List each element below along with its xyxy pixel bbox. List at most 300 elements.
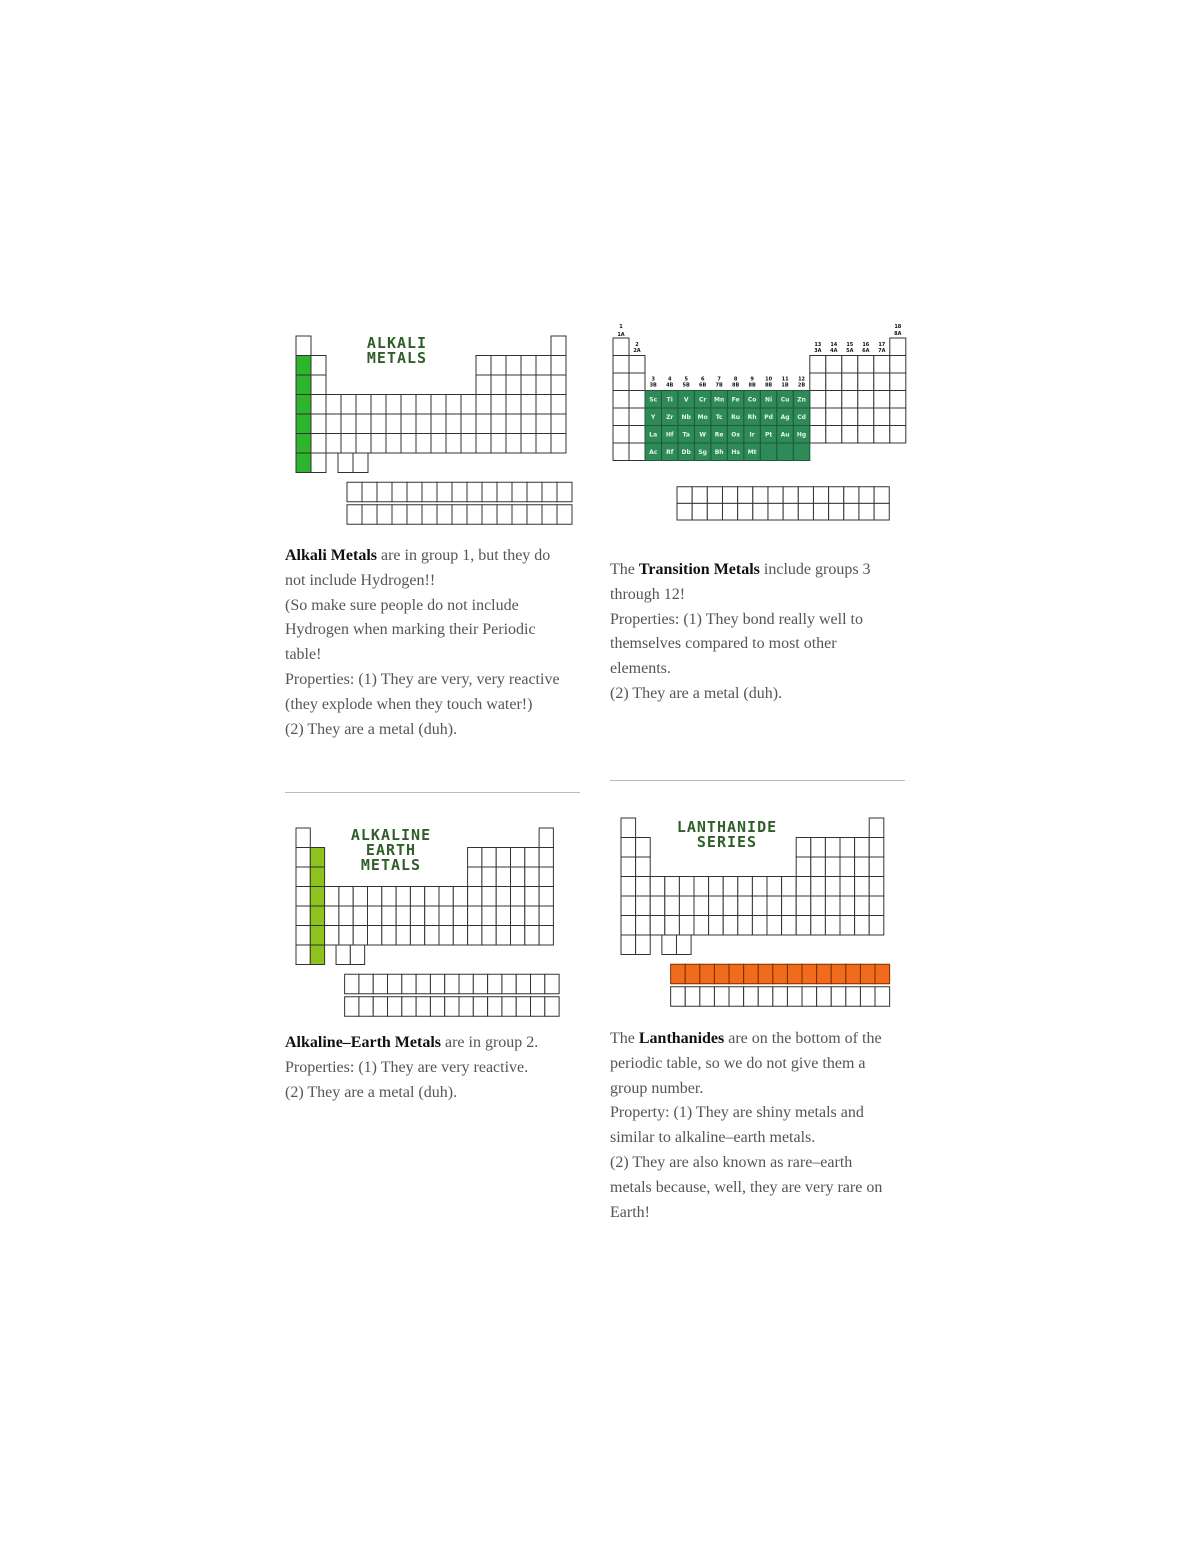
lanthanide-row-cell [430, 974, 444, 994]
element-cell [551, 375, 566, 395]
element-symbol: Ir [749, 431, 755, 439]
group-label: 16 [862, 342, 870, 348]
description-line: Hydrogen when marking their Periodic [285, 621, 536, 639]
group-label: 8B [764, 382, 773, 389]
element-cell [842, 356, 858, 374]
actinide-row-cell [744, 987, 759, 1007]
f-block-cell [738, 487, 753, 504]
description-line: periodic table, so we do not give them a [610, 1054, 866, 1072]
group-label: 3 [651, 376, 655, 383]
element-cell [662, 935, 677, 955]
actinide-row-cell [773, 987, 788, 1007]
group-label: 14 [830, 342, 838, 348]
lanthanide-row-cell [362, 482, 377, 502]
element-cell [536, 395, 551, 415]
group-label: 1A [617, 332, 625, 338]
element-cell [386, 434, 401, 454]
actinide-row-cell [875, 987, 890, 1007]
element-cell [890, 391, 906, 409]
element-cell [858, 356, 874, 374]
element-cell [311, 414, 326, 434]
lanthanide-row-cell [531, 974, 545, 994]
element-cell [869, 838, 884, 858]
description-line: Properties: (1) They are very reactive. [285, 1058, 529, 1076]
transition-periodic-table [610, 322, 910, 512]
lanthanide-cell [860, 964, 875, 984]
lanthanide-cell [875, 964, 890, 984]
element-symbol: V [683, 396, 689, 404]
element-cell [339, 926, 353, 946]
element-cell [796, 896, 811, 916]
element-cell [311, 395, 326, 415]
element-symbol: Rh [747, 413, 757, 421]
transition-cell [760, 443, 776, 461]
element-cell [496, 906, 510, 926]
group-label: 8A [894, 331, 902, 337]
element-cell [539, 887, 553, 907]
element-symbol: W [699, 431, 706, 439]
element-cell [810, 391, 826, 409]
actinide-row-cell [527, 505, 542, 525]
element-cell [709, 877, 724, 897]
alkaline-earth-cell [310, 887, 324, 907]
element-symbol: La [649, 431, 658, 439]
element-cell [382, 906, 396, 926]
element-symbol: Os [731, 431, 740, 439]
lanthanide-row-cell [502, 974, 516, 994]
group-label: 4B [666, 382, 674, 389]
element-cell [425, 906, 439, 926]
element-cell [855, 857, 870, 877]
element-cell [416, 414, 431, 434]
element-cell [396, 906, 410, 926]
element-cell [869, 818, 884, 838]
element-cell [506, 434, 521, 454]
element-cell [869, 857, 884, 877]
element-cell [368, 906, 382, 926]
lanthanide-cell [671, 964, 686, 984]
group-label: 5A [846, 348, 854, 354]
element-cell [551, 336, 566, 356]
group-label: 8B [748, 382, 756, 389]
element-cell [453, 906, 467, 926]
element-cell [536, 414, 551, 434]
element-cell [536, 434, 551, 454]
element-cell [855, 877, 870, 897]
element-cell [621, 896, 636, 916]
lanthanide-row-cell [345, 974, 359, 994]
element-cell [890, 426, 906, 444]
element-cell [525, 867, 539, 887]
element-cell [858, 391, 874, 409]
actinide-row-cell [860, 987, 875, 1007]
f-block-cell [692, 503, 707, 520]
element-cell [621, 818, 636, 838]
badge-label: ALKALI [366, 334, 428, 352]
element-cell [431, 434, 446, 454]
element-cell [339, 906, 353, 926]
alkali-cell [296, 453, 311, 473]
lanthanide-row-cell [482, 482, 497, 502]
lanthanide-cell [700, 964, 715, 984]
element-cell [723, 877, 738, 897]
element-cell [416, 434, 431, 454]
element-cell [858, 373, 874, 391]
element-cell [825, 896, 840, 916]
element-cell [296, 336, 311, 356]
element-cell [782, 916, 797, 936]
group-label: 18 [894, 324, 902, 330]
f-block-cell [707, 503, 722, 520]
lanthanide-cell [744, 964, 759, 984]
lanthanide-row-cell [473, 974, 487, 994]
divider-right [610, 780, 905, 781]
element-cell [353, 926, 367, 946]
group-label: 4 [667, 376, 672, 383]
lanthanide-cell [817, 964, 832, 984]
element-cell [679, 916, 694, 936]
element-cell [425, 887, 439, 907]
lanthanide-row-cell [542, 482, 557, 502]
lanthanide-row-cell [527, 482, 542, 502]
element-cell [810, 356, 826, 374]
element-cell [709, 896, 724, 916]
element-cell [613, 356, 629, 374]
element-cell [539, 828, 553, 848]
element-cell [439, 906, 453, 926]
description-line: (2) They are a metal (duh). [610, 684, 783, 702]
badge-label: EARTH [365, 841, 417, 859]
element-cell [539, 848, 553, 868]
element-cell [621, 877, 636, 897]
actinide-row-cell [452, 505, 467, 525]
description-line: (2) They are a metal (duh). [285, 720, 458, 738]
element-symbol: Hg [796, 431, 807, 439]
element-cell [825, 877, 840, 897]
lanthanide-cell [758, 964, 773, 984]
lanthanide-row-cell [407, 482, 422, 502]
element-cell [858, 408, 874, 426]
description-line: Property: (1) They are shiny metals and [610, 1104, 864, 1122]
element-cell [482, 867, 496, 887]
element-cell [371, 395, 386, 415]
alkali-cell [296, 395, 311, 415]
element-symbol: Ac [649, 448, 658, 456]
element-symbol: Mo [697, 413, 708, 421]
element-cell [665, 877, 680, 897]
element-cell [311, 453, 326, 473]
element-cell [476, 414, 491, 434]
element-cell [840, 838, 855, 858]
element-cell [767, 896, 782, 916]
element-cell [811, 877, 826, 897]
element-cell [752, 877, 767, 897]
actinide-row-cell [542, 505, 557, 525]
f-block-cell [722, 487, 737, 504]
element-symbol: Hf [665, 431, 674, 439]
f-block-cell [677, 487, 692, 504]
badge-label: SERIES [696, 833, 758, 851]
lanthanide-cell [831, 964, 846, 984]
element-cell [539, 867, 553, 887]
f-block-cell [753, 503, 768, 520]
element-cell [431, 395, 446, 415]
f-block-cell [722, 503, 737, 520]
element-symbol: Sc [649, 396, 658, 404]
element-cell [356, 414, 371, 434]
element-cell [521, 414, 536, 434]
element-cell [636, 916, 651, 936]
lanthanide-cell [802, 964, 817, 984]
alkaline-earth-cell [310, 848, 324, 868]
term: Lanthanides [638, 1030, 725, 1047]
actinide-row-cell [347, 505, 362, 525]
element-symbol: Sg [698, 448, 707, 456]
element-cell [311, 434, 326, 454]
f-block-cell [738, 503, 753, 520]
alkaline-earth-cell [310, 906, 324, 926]
element-cell [551, 395, 566, 415]
lanthanide-row-cell [392, 482, 407, 502]
f-block-cell [753, 487, 768, 504]
actinide-row-cell [377, 505, 392, 525]
element-cell [855, 916, 870, 936]
element-cell [842, 391, 858, 409]
lanthanide-row-cell [516, 974, 530, 994]
element-cell [461, 434, 476, 454]
element-cell [629, 443, 645, 461]
element-cell [810, 408, 826, 426]
element-symbol: Rf [666, 448, 674, 456]
actinide-row-cell [430, 997, 444, 1017]
element-symbol: Fe [731, 396, 740, 404]
element-cell [525, 926, 539, 946]
element-cell [396, 887, 410, 907]
description-line: (2) They are a metal (duh). [285, 1083, 458, 1101]
lanthanide-cell [729, 964, 744, 984]
element-cell [840, 857, 855, 877]
lanthanide-cell [846, 964, 861, 984]
element-cell [679, 877, 694, 897]
lanthanide-cell [714, 964, 729, 984]
alkaline-earth-description [285, 1031, 585, 1105]
element-cell [796, 857, 811, 877]
element-cell [326, 414, 341, 434]
element-cell [840, 877, 855, 897]
element-cell [353, 906, 367, 926]
group-label: 1B [781, 382, 789, 389]
element-cell [613, 373, 629, 391]
actinide-row-cell [729, 987, 744, 1007]
element-cell [496, 867, 510, 887]
alkali-description [285, 544, 585, 742]
lanthanide-row-cell [452, 482, 467, 502]
element-cell [491, 414, 506, 434]
element-cell [650, 916, 665, 936]
element-cell [396, 926, 410, 946]
badge-label: LANTHANIDE [676, 818, 778, 836]
element-cell [368, 887, 382, 907]
description-line: not include Hydrogen!! [285, 571, 436, 589]
element-cell [401, 395, 416, 415]
actinide-row-cell [362, 505, 377, 525]
element-symbol: Ta [682, 431, 690, 439]
actinide-row-cell [802, 987, 817, 1007]
element-cell [855, 896, 870, 916]
lanthanide-description [610, 1027, 910, 1225]
actinide-row-cell [416, 997, 430, 1017]
element-symbol: Ru [731, 413, 741, 421]
element-cell [869, 896, 884, 916]
description-line: The Lanthanides are on the bottom of the [610, 1030, 882, 1047]
element-cell [636, 896, 651, 916]
element-cell [621, 935, 636, 955]
lanthanide-row-cell [557, 482, 572, 502]
actinide-row-cell [531, 997, 545, 1017]
element-cell [382, 887, 396, 907]
element-cell [491, 356, 506, 376]
f-block-cell [768, 503, 783, 520]
element-cell [874, 426, 890, 444]
element-cell [665, 916, 680, 936]
actinide-row-cell [497, 505, 512, 525]
lanthanide-periodic-table [615, 812, 905, 1012]
actinide-row-cell [407, 505, 422, 525]
group-label: 17 [878, 342, 886, 348]
element-cell [353, 453, 368, 473]
element-cell [858, 426, 874, 444]
element-cell [842, 408, 858, 426]
actinide-row-cell [700, 987, 715, 1007]
group-label: 8B [731, 382, 740, 389]
badge-label: METALS [366, 349, 428, 367]
element-symbol: Ag [780, 413, 790, 421]
element-symbol: Db [681, 448, 691, 456]
element-cell [782, 896, 797, 916]
element-cell [431, 414, 446, 434]
element-cell [650, 896, 665, 916]
element-symbol: Nb [681, 413, 691, 421]
element-cell [356, 395, 371, 415]
element-symbol: Ti [666, 396, 673, 404]
element-cell [842, 373, 858, 391]
element-cell [874, 391, 890, 409]
description-line: Properties: (1) They bond really well to [610, 610, 863, 628]
description-line: themselves compared to most other [610, 635, 837, 653]
element-cell [446, 434, 461, 454]
actinide-row-cell [846, 987, 861, 1007]
element-cell [811, 896, 826, 916]
element-cell [826, 391, 842, 409]
actinide-row-cell [482, 505, 497, 525]
lanthanide-row-cell [545, 974, 559, 994]
actinide-row-cell [685, 987, 700, 1007]
element-cell [468, 848, 482, 868]
element-symbol: Pd [764, 413, 773, 421]
element-cell [613, 408, 629, 426]
actinide-row-cell [402, 997, 416, 1017]
element-cell [368, 926, 382, 946]
element-cell [636, 838, 651, 858]
element-symbol: Cu [780, 396, 790, 404]
element-symbol: Tc [715, 413, 723, 421]
actinide-row-cell [787, 987, 802, 1007]
element-cell [738, 877, 753, 897]
transition-cell [777, 443, 793, 461]
element-cell [511, 867, 525, 887]
element-cell [416, 395, 431, 415]
element-cell [439, 926, 453, 946]
actinide-row-cell [459, 997, 473, 1017]
element-cell [476, 375, 491, 395]
group-label: 15 [846, 342, 854, 348]
term: Alkali Metals [285, 547, 377, 564]
element-cell [890, 373, 906, 391]
description-line: (2) They are also known as rare–earth [610, 1153, 853, 1171]
element-cell [476, 356, 491, 376]
group-label: 4A [830, 348, 838, 354]
element-cell [539, 906, 553, 926]
element-cell [439, 887, 453, 907]
actinide-row-cell [557, 505, 572, 525]
element-cell [621, 916, 636, 936]
f-block-cell [677, 503, 692, 520]
element-cell [468, 906, 482, 926]
lanthanide-row-cell [488, 974, 502, 994]
actinide-row-cell [831, 987, 846, 1007]
group-label: 5 [684, 376, 688, 383]
element-cell [521, 375, 536, 395]
element-cell [453, 926, 467, 946]
element-cell [767, 877, 782, 897]
f-block-cell [829, 503, 844, 520]
lanthanide-row-cell [445, 974, 459, 994]
actinide-row-cell [422, 505, 437, 525]
element-cell [425, 926, 439, 946]
description-line: group number. [610, 1079, 704, 1097]
element-cell [326, 434, 341, 454]
element-cell [525, 906, 539, 926]
element-cell [296, 945, 310, 965]
element-cell [767, 916, 782, 936]
group-label: 11 [781, 376, 789, 383]
actinide-row-cell [467, 505, 482, 525]
element-cell [482, 926, 496, 946]
element-cell [723, 896, 738, 916]
group-label: 13 [814, 342, 822, 348]
element-cell [296, 867, 310, 887]
element-cell [840, 916, 855, 936]
element-cell [521, 395, 536, 415]
alkali-cell [296, 356, 311, 376]
element-cell [536, 375, 551, 395]
element-cell [311, 356, 326, 376]
actinide-row-cell [516, 997, 530, 1017]
element-cell [476, 395, 491, 415]
element-cell [371, 434, 386, 454]
lanthanide-row-cell [422, 482, 437, 502]
element-cell [296, 887, 310, 907]
element-cell [551, 356, 566, 376]
element-cell [326, 395, 341, 415]
lanthanide-row-cell [497, 482, 512, 502]
element-symbol: Mt [747, 448, 757, 456]
element-cell [336, 945, 350, 965]
f-block-cell [813, 503, 828, 520]
actinide-row-cell [545, 997, 559, 1017]
actinide-row-cell [512, 505, 527, 525]
element-cell [536, 356, 551, 376]
